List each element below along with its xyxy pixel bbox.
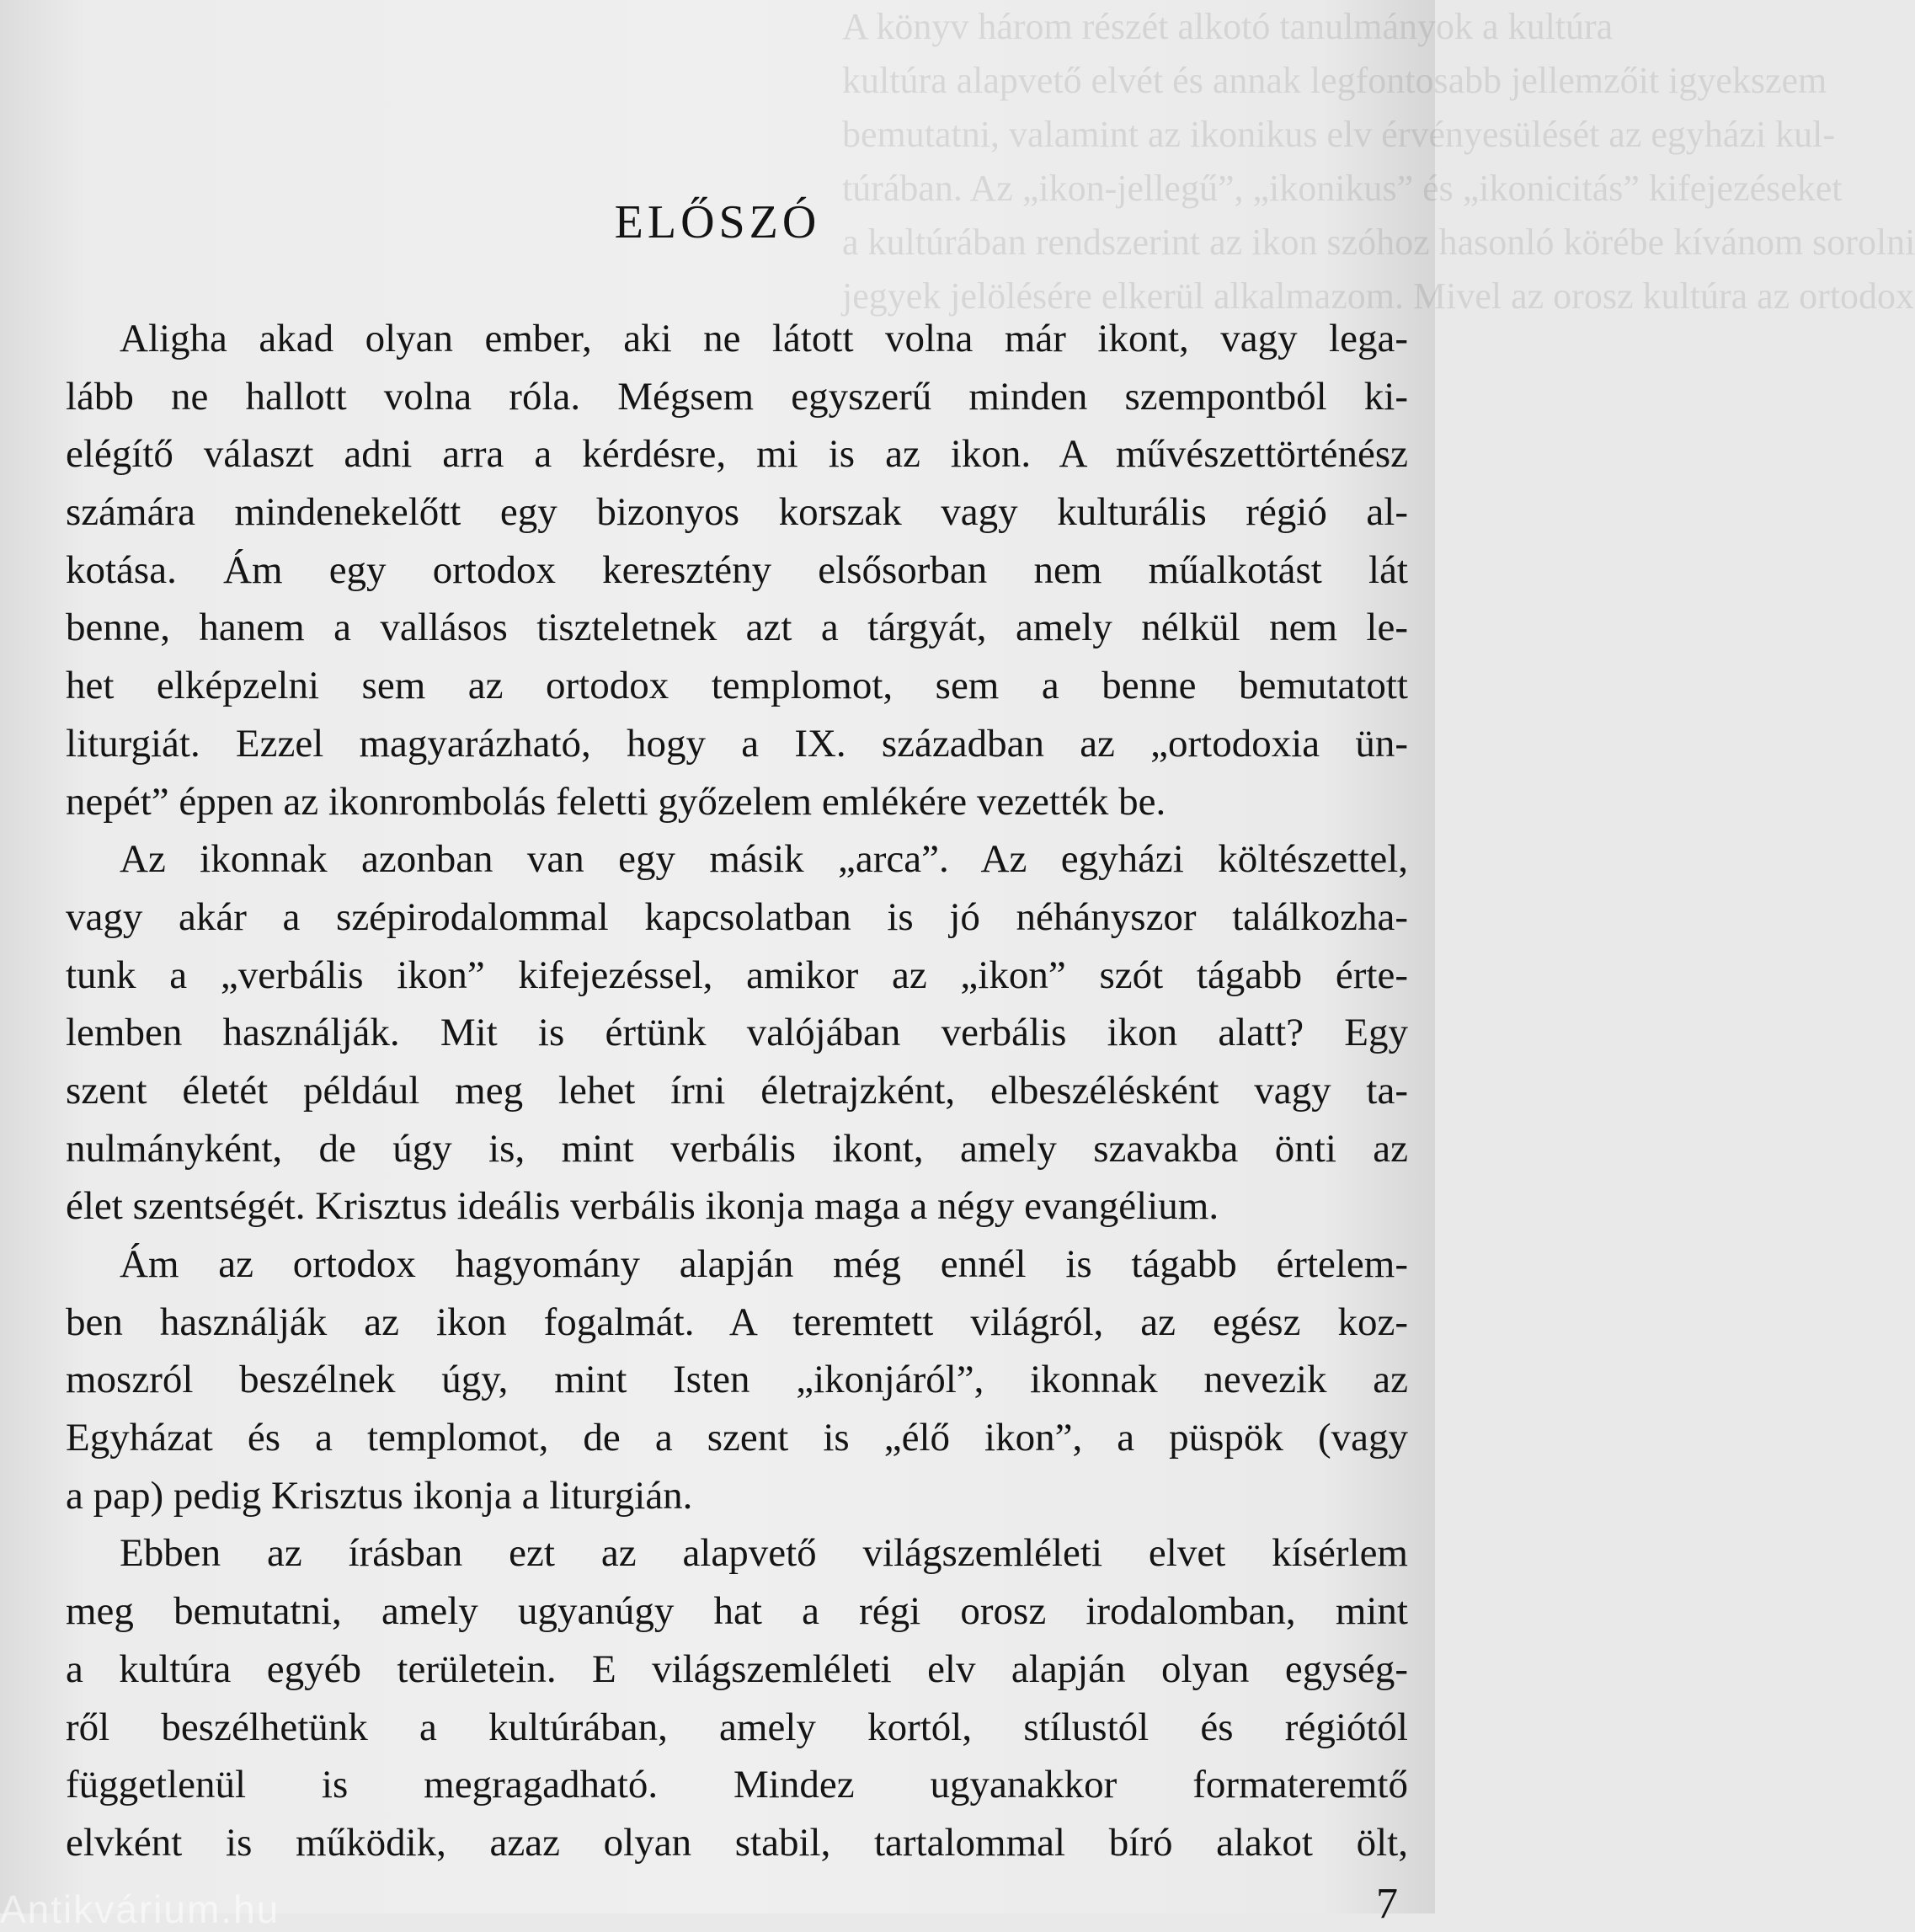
text-line: het elképzelni sem az ortodox templomot, sem a benne bemutatott xyxy=(66,664,1408,708)
paragraph xyxy=(66,830,1408,1236)
paragraph xyxy=(66,1236,1408,1524)
text-line: függetlenül is megragadható. Mindez ugyanakkor formateremtő xyxy=(66,1763,1408,1807)
text-line: a kultúra egyéb területein. E világszemléleti elv alapján olyan egység- xyxy=(66,1646,1408,1691)
text-line: moszról beszélnek úgy, mint Isten „ikonjáról”, ikonnak nevezik az xyxy=(66,1358,1408,1402)
text-line: elvként is működik, azaz olyan stabil, tartalommal bíró alakot ölt, xyxy=(66,1820,1408,1865)
page-number: 7 xyxy=(1376,1880,1398,1928)
text-line: élet szentségét. Krisztus ideális verbális ikonja maga a négy evangélium. xyxy=(66,1184,1219,1229)
text-line: lemben használják. Mit is értünk valójában verbális ikon alatt? Egy xyxy=(66,1011,1408,1055)
bleed-line: túrában. Az „ikon-jellegű”, „ikonikus” és „ikonicitás” kifejezéseket xyxy=(842,168,1843,209)
text-line: kotása. Ám egy ortodox keresztény elsősorban nem műalkotást lát xyxy=(66,547,1408,592)
text-line: ben használják az ikon fogalmát. A teremtett világról, az egész koz- xyxy=(66,1300,1408,1344)
text-line: Az ikonnak azonban van egy másik „arca”. Az egyházi költészettel, xyxy=(120,837,1408,882)
text-line: a pap) pedig Krisztus ikonja a liturgián. xyxy=(66,1473,693,1518)
text-line: Aligha akad olyan ember, aki ne látott volna már ikont, vagy lega- xyxy=(120,317,1408,360)
bleed-line: a kultúrában rendszerint az ikon szóhoz hasonló körébe kívánom sorolni xyxy=(842,221,1915,263)
text-line: nulmányként, de úgy is, mint verbális ikont, amely szavakba önti az xyxy=(66,1126,1408,1171)
text-line: vagy akár a szépirodalommal kapcsolatban is jó néhányszor találkozha- xyxy=(66,894,1408,939)
text-line: meg bemutatni, amely ugyanúgy hat a régi orosz irodalomban, mint xyxy=(66,1589,1408,1634)
bleed-line: jegyek jelölésére elkerül alkalmazom. Mivel az orosz kultúra az ortodox xyxy=(842,275,1915,317)
bleed-line: A könyv három részét alkotó tanulmányok a kultúra xyxy=(842,6,1614,47)
text-line: Ám az ortodox hagyomány alapján még ennél is tágabb értelem- xyxy=(120,1242,1408,1286)
text-line: elégítő választ adni arra a kérdésre, mi is az ikon. A művészettörténész xyxy=(66,432,1408,477)
bleed-through-text xyxy=(842,0,1915,320)
page-title: ELŐSZÓ xyxy=(614,196,821,248)
bleed-line: bemutatni, valamint az ikonikus elv érvényesülését az egyházi kul- xyxy=(842,114,1836,155)
paragraph xyxy=(66,1524,1408,1871)
text-line: Egyházat és a templomot, de a szent is „élő ikon”, a püspök (vagy xyxy=(66,1416,1408,1460)
text-line: szent életét például meg lehet írni életrajzként, elbeszélésként vagy ta- xyxy=(66,1068,1408,1113)
text-line: benne, hanem a vallásos tiszteletnek azt a tárgyát, amely nélkül nem le- xyxy=(66,606,1408,650)
text-line: lább ne hallott volna róla. Mégsem egyszerű minden szempontból ki- xyxy=(66,374,1408,419)
paragraph xyxy=(66,310,1408,830)
text-line: tunk a „verbális ikon” kifejezéssel, amikor az „ikon” szót tágabb érte- xyxy=(66,953,1408,997)
text-line: nepét” éppen az ikonrombolás feletti győzelem emlékére vezették be. xyxy=(66,779,1166,824)
text-line: liturgiát. Ezzel magyarázható, hogy a IX. században az „ortodoxia ün- xyxy=(66,721,1408,766)
body-text xyxy=(66,310,1408,1872)
text-line: ről beszélhetünk a kultúrában, amely kortól, stílustól és régiótól xyxy=(66,1705,1408,1749)
text-line: számára mindenekelőtt egy bizonyos korszak vagy kulturális régió al- xyxy=(66,490,1408,535)
bleed-line: kultúra alapvető elvét és annak legfontosabb jellemzőit igyekszem xyxy=(842,60,1827,101)
text-line: Ebben az írásban ezt az alapvető világszemléleti elvet kísérlem xyxy=(120,1531,1408,1576)
watermark: Antikvárium.hu xyxy=(0,1887,280,1931)
